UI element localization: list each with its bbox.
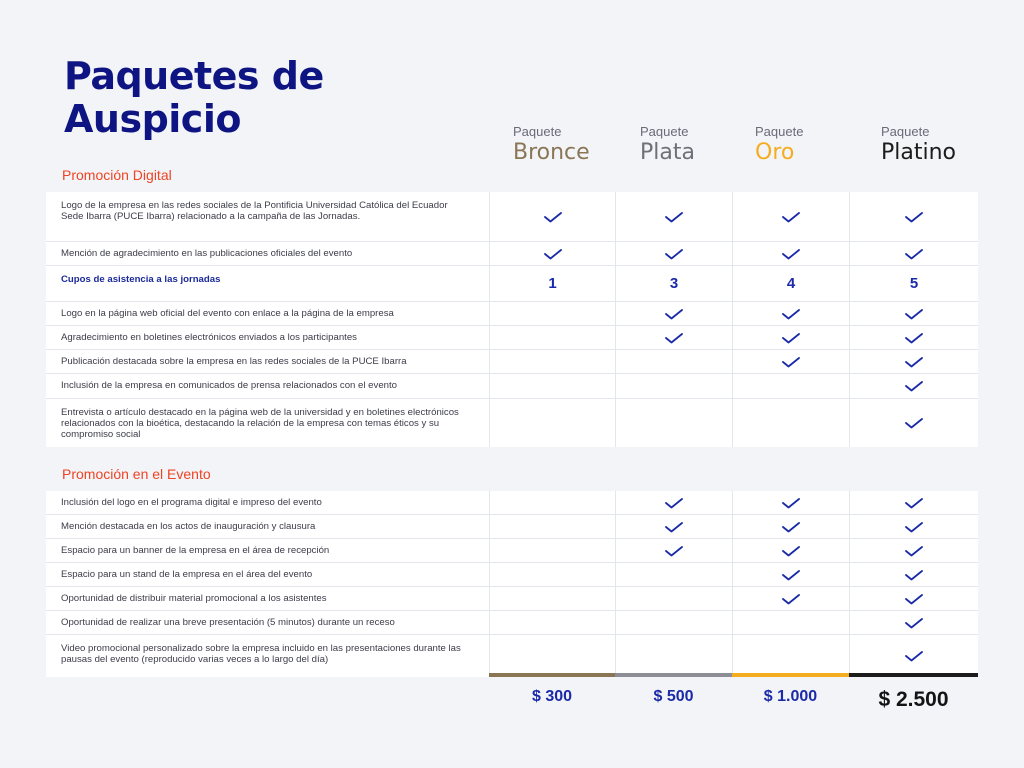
tier-cell-oro — [732, 326, 849, 349]
check-icon — [782, 308, 800, 320]
table-row — [46, 241, 978, 265]
check-icon — [905, 332, 923, 344]
tier-cell-bronce — [489, 491, 615, 514]
benefit-description: Inclusión del logo en el programa digital e impreso del evento — [61, 497, 322, 508]
benefit-description: Entrevista o artículo destacado en la página web de la universidad y en boletines electrónicos relacionados con la bioética, destacando la relación de la empresa con temas éticos y su compromiso social — [61, 407, 459, 440]
package-header-bronce — [513, 124, 590, 165]
benefit-description: Mención de agradecimiento en las publicaciones oficiales del evento — [61, 248, 353, 259]
table-row — [46, 491, 978, 514]
attendance-count: 1 — [548, 275, 557, 292]
tier-cell-bronce — [489, 266, 615, 301]
check-icon — [905, 248, 923, 260]
package-name: Plata — [640, 140, 695, 165]
package-name: Platino — [881, 140, 957, 165]
check-icon — [905, 211, 923, 223]
tier-cell-platino — [849, 635, 978, 677]
check-icon — [905, 650, 923, 662]
package-header-oro — [755, 124, 803, 165]
price-plata: $ 500 — [653, 688, 694, 705]
benefit-description: Logo en la página web oficial del evento con enlace a la página de la empresa — [61, 308, 394, 319]
tier-cell-platino — [849, 587, 978, 610]
table-row — [46, 301, 978, 325]
tier-cell-platino — [849, 563, 978, 586]
table-row — [46, 265, 978, 301]
price-platino: $ 2.500 — [878, 688, 949, 711]
tier-cell-oro — [732, 539, 849, 562]
tier-cell-platino — [849, 539, 978, 562]
tier-cell-plata — [615, 539, 732, 562]
check-icon — [905, 308, 923, 320]
package-label: Paquete — [881, 124, 930, 139]
tier-cell-oro — [732, 350, 849, 373]
tier-cell-oro — [732, 563, 849, 586]
tier-cell-bronce — [489, 611, 615, 634]
benefit-description: Espacio para un banner de la empresa en el área de recepción — [61, 545, 330, 556]
package-header-platino — [881, 124, 956, 165]
tier-cell-oro — [732, 399, 849, 447]
tier-cell-platino — [849, 242, 978, 265]
check-icon — [905, 521, 923, 533]
tier-cell-plata — [615, 563, 732, 586]
tier-cell-bronce — [489, 563, 615, 586]
bronce-bar — [489, 673, 615, 677]
check-icon — [905, 356, 923, 368]
package-label: Paquete — [513, 124, 562, 139]
check-icon — [782, 497, 800, 509]
tier-cell-oro — [732, 266, 849, 301]
check-icon — [905, 569, 923, 581]
section-title-digital: Promoción Digital — [62, 167, 172, 183]
table-row — [46, 634, 978, 677]
tier-cell-plata — [615, 302, 732, 325]
benefit-description: Logo de la empresa en las redes sociales de la Pontificia Universidad Católica del Ecuador Sede Ibarra (PUCE Ibarra) relacionado a la campaña de las Jornadas. — [61, 200, 448, 222]
digital-promotion-table — [46, 192, 978, 447]
table-row — [46, 538, 978, 562]
tier-cell-plata — [615, 515, 732, 538]
benefit-description: Agradecimiento en boletines electrónicos enviados a los participantes — [61, 332, 357, 343]
package-header-plata — [640, 124, 695, 165]
benefit-description: Video promocional personalizado sobre la empresa incluido en las presentaciones durante las pausas del evento (reproducido varias veces a lo largo del día) — [61, 643, 461, 665]
tier-cell-oro — [732, 491, 849, 514]
package-name: Bronce — [513, 140, 590, 165]
tier-cell-plata — [615, 635, 732, 677]
table-row — [46, 192, 978, 241]
check-icon — [782, 569, 800, 581]
check-icon — [665, 211, 683, 223]
attendance-count: 3 — [669, 275, 679, 292]
table-row — [46, 610, 978, 634]
check-icon — [905, 380, 923, 392]
tier-cell-platino — [849, 374, 978, 398]
oro-bar — [732, 673, 849, 677]
check-icon — [665, 248, 683, 260]
tier-cell-plata — [615, 242, 732, 265]
tier-cell-plata — [615, 266, 732, 301]
benefit-description: Oportunidad de distribuir material promocional a los asistentes — [61, 593, 327, 604]
tier-cell-oro — [732, 192, 849, 241]
platino-bar — [849, 673, 978, 677]
table-row — [46, 373, 978, 398]
table-row — [46, 398, 978, 447]
tier-cell-platino — [849, 192, 978, 241]
tier-cell-platino — [849, 399, 978, 447]
tier-cell-plata — [615, 350, 732, 373]
check-icon — [905, 545, 923, 557]
tier-cell-oro — [732, 302, 849, 325]
check-icon — [665, 497, 683, 509]
check-icon — [782, 332, 800, 344]
page-title-line1: Paquetes de — [64, 54, 324, 98]
table-row — [46, 349, 978, 373]
benefit-description: Oportunidad de realizar una breve presentación (5 minutos) durante un receso — [61, 617, 395, 628]
tier-cell-oro — [732, 611, 849, 634]
benefit-description: Espacio para un stand de la empresa en el área del evento — [61, 569, 313, 580]
check-icon — [905, 593, 923, 605]
tier-cell-bronce — [489, 399, 615, 447]
tier-cell-plata — [615, 192, 732, 241]
check-icon — [665, 308, 683, 320]
tier-cell-oro — [732, 242, 849, 265]
tier-cell-platino — [849, 326, 978, 349]
tier-cell-plata — [615, 374, 732, 398]
tier-cell-platino — [849, 491, 978, 514]
tier-cell-plata — [615, 491, 732, 514]
table-row — [46, 586, 978, 610]
benefit-description: Mención destacada en los actos de inauguración y clausura — [61, 521, 316, 532]
tier-cell-plata — [615, 587, 732, 610]
tier-cell-bronce — [489, 192, 615, 241]
check-icon — [544, 211, 562, 223]
check-icon — [665, 545, 683, 557]
tier-cell-platino — [849, 266, 978, 301]
attendance-count: 4 — [786, 275, 796, 292]
benefit-description: Inclusión de la empresa en comunicados de prensa relacionados con el evento — [61, 380, 397, 391]
tier-cell-oro — [732, 515, 849, 538]
tier-cell-platino — [849, 611, 978, 634]
check-icon — [905, 617, 923, 629]
tier-cell-bronce — [489, 635, 615, 677]
benefit-description: Publicación destacada sobre la empresa en las redes sociales de la PUCE Ibarra — [61, 356, 407, 367]
tier-cell-plata — [615, 611, 732, 634]
tier-cell-bronce — [489, 326, 615, 349]
check-icon — [665, 521, 683, 533]
check-icon — [782, 356, 800, 368]
tier-cell-oro — [732, 635, 849, 677]
package-name: Oro — [755, 140, 795, 165]
tier-cell-bronce — [489, 350, 615, 373]
tier-cell-platino — [849, 302, 978, 325]
tier-cell-plata — [615, 326, 732, 349]
package-label: Paquete — [755, 124, 804, 139]
check-icon — [782, 593, 800, 605]
tier-cell-platino — [849, 350, 978, 373]
tier-cell-oro — [732, 374, 849, 398]
check-icon — [905, 497, 923, 509]
tier-cell-bronce — [489, 242, 615, 265]
attendance-count: 5 — [909, 275, 919, 292]
package-label: Paquete — [640, 124, 689, 139]
check-icon — [905, 417, 923, 429]
check-icon — [782, 545, 800, 557]
check-icon — [544, 248, 562, 260]
section-title-event: Promoción en el Evento — [62, 466, 211, 482]
price-oro: $ 1.000 — [763, 688, 818, 705]
tier-cell-plata — [615, 399, 732, 447]
page-title — [64, 55, 324, 141]
tier-cell-platino — [849, 515, 978, 538]
check-icon — [782, 521, 800, 533]
tier-cell-bronce — [489, 539, 615, 562]
tier-cell-oro — [732, 587, 849, 610]
plata-bar — [615, 673, 732, 677]
tier-cell-bronce — [489, 587, 615, 610]
check-icon — [782, 248, 800, 260]
benefit-description: Cupos de asistencia a las jornadas — [61, 274, 221, 285]
price-bronce: $ 300 — [531, 688, 573, 705]
check-icon — [782, 211, 800, 223]
event-promotion-table — [46, 491, 978, 677]
tier-cell-bronce — [489, 515, 615, 538]
page-title-line2: Auspicio — [64, 97, 241, 141]
table-row — [46, 514, 978, 538]
tier-cell-bronce — [489, 302, 615, 325]
table-row — [46, 562, 978, 586]
check-icon — [665, 332, 683, 344]
table-row — [46, 325, 978, 349]
tier-cell-bronce — [489, 374, 615, 398]
